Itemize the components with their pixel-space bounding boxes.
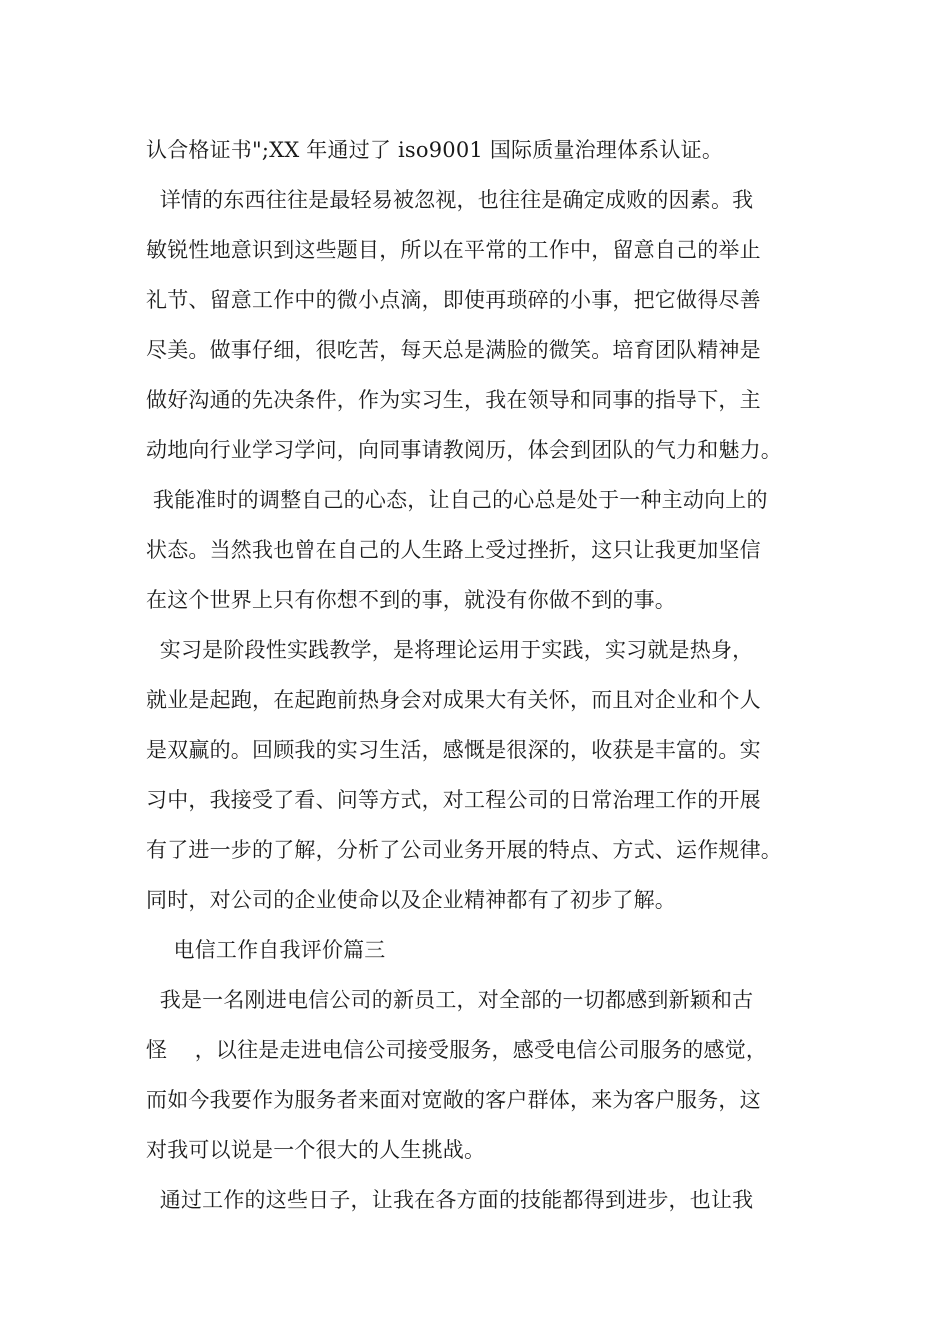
text-line: 实习是阶段性实践教学，是将理论运用于实践，实习就是热身， <box>146 638 754 662</box>
text-line: 是双赢的。回顾我的实习生活，感慨是很深的，收获是丰富的。实 <box>146 738 761 762</box>
text-line: 我能准时的调整自己的心态，让自己的心总是处于一种主动向上的 <box>146 488 768 512</box>
text-line: 详情的东西往往是最轻易被忽视，也往往是确定成败的因素。我 <box>146 188 754 212</box>
text-line: 同时，对公司的企业使命以及企业精神都有了初步了解。 <box>146 888 676 912</box>
text-line: 习中，我接受了看、问等方式，对工程公司的日常治理工作的开展 <box>146 788 761 812</box>
text-line: 在这个世界上只有你想不到的事，就没有你做不到的事。 <box>146 588 676 612</box>
text-line: 敏锐性地意识到这些题目，所以在平常的工作中，留意自己的举止 <box>146 238 761 262</box>
text-line: 怪 ，以往是走进电信公司接受服务，感受电信公司服务的感觉， <box>146 1038 768 1062</box>
text-line: 我是一名刚进电信公司的新员工，对全部的一切都感到新颖和古 <box>146 988 754 1012</box>
section-heading: 电信工作自我评价篇三 <box>146 938 386 962</box>
text-line: 有了进一步的了解，分析了公司业务开展的特点、方式、运作规律。 <box>146 838 782 862</box>
text-line: 礼节、留意工作中的微小点滴，即使再琐碎的小事，把它做得尽善 <box>146 288 761 312</box>
text-line: 做好沟通的先决条件，作为实习生，我在领导和同事的指导下，主 <box>146 388 761 412</box>
text-line: 而如今我要作为服务者来面对宽敞的客户群体，来为客户服务，这 <box>146 1088 761 1112</box>
text-line: 通过工作的这些日子，让我在各方面的技能都得到进步，也让我 <box>146 1188 754 1212</box>
text-line: 就业是起跑，在起跑前热身会对成果大有关怀，而且对企业和个人 <box>146 688 761 712</box>
text-line: 对我可以说是一个很大的人生挑战。 <box>146 1138 486 1162</box>
text-line: 动地向行业学习学问，向同事请教阅历，体会到团队的气力和魅力。 <box>146 438 782 462</box>
text-line: 状态。当然我也曾在自己的人生路上受过挫折，这只让我更加坚信 <box>146 538 761 562</box>
text-line: 尽美。做事仔细，很吃苦，每天总是满脸的微笑。培育团队精神是 <box>146 338 761 362</box>
text-line: 认合格证书";XX 年通过了 iso9001 国际质量治理体系认证。 <box>146 138 724 162</box>
